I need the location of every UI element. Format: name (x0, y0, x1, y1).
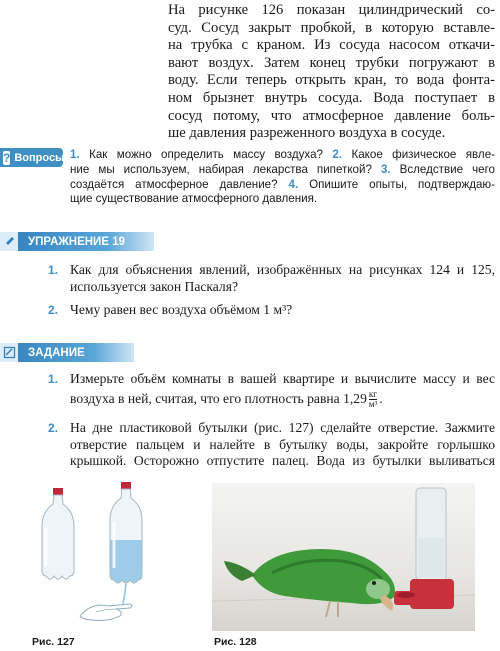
item-text: . (379, 390, 383, 406)
questions-badge (0, 148, 63, 167)
item-line (70, 388, 495, 410)
list-item (48, 262, 495, 296)
hand-illustration (80, 604, 132, 621)
item-number: 1. (48, 372, 59, 386)
task-header (0, 343, 134, 362)
item-line: Чему равен вес воздуха объёмом 1 м³? (70, 301, 293, 317)
task-icon (0, 343, 18, 362)
item-text: воздуха в ней, считая, что его плотность равна 1,29 (70, 390, 367, 406)
question-mark-icon: ? (3, 150, 11, 165)
list-item (48, 420, 495, 470)
question-text: Как можно определить массу воздуха? (79, 148, 333, 161)
fraction-denominator: м³ (368, 399, 378, 410)
text-line: сосуд потому, что атмосферное давление боль- (168, 107, 495, 124)
exercise-header (0, 232, 154, 251)
item-line: Как для объяснения явлений, изображённых на рисунках 124 и 125, (70, 262, 495, 277)
figure-128-parrot-photo (212, 483, 475, 631)
question-number: 2. (332, 148, 343, 161)
item-number: 2. (48, 302, 59, 317)
list-item (48, 371, 495, 410)
figure-128-caption: Рис. 128 (214, 636, 257, 648)
text-line: вают воздух. Затем конец трубки погружают в (168, 54, 495, 71)
question-text: щие существование атмосферного давления. (70, 192, 318, 206)
text-line: воду. Если теперь открыть кран, то вода фонта- (168, 72, 495, 89)
item-line: Измерьте объём комнаты в вашей квартире и вычислите массу и вес (70, 371, 495, 386)
text-line: на трубка с краном. Из сосуда насосом откачи- (168, 37, 495, 54)
question-number: 4. (288, 177, 299, 191)
item-number: 1. (48, 263, 59, 277)
list-item (48, 302, 495, 319)
question-number: 1. (70, 148, 80, 161)
fraction-numerator: кг (368, 389, 377, 400)
questions-label: Вопросы (14, 151, 65, 164)
density-unit-fraction (369, 390, 377, 409)
text-line: ном брызнет внутрь сосуда. Вода поступает в (168, 89, 495, 106)
question-number: 3. (380, 162, 391, 176)
item-line: используется закон Паскаля? (70, 278, 239, 294)
text-line: суд. Сосуд закрыт пробкой, в которую вставле- (168, 19, 495, 36)
exercise-title: УПРАЖНЕНИЕ 19 (28, 235, 125, 248)
item-line: крышкой. Осторожно отпустите палец. Вода из бутылки выливаться (70, 453, 495, 469)
questions-block (70, 148, 495, 207)
item-line: отверстие пальцем и налейте в бутылку воды, закройте горлышко (70, 436, 495, 452)
text-line: На рисунке 126 показан цилиндрический со- (168, 2, 495, 18)
task-title: ЗАДАНИЕ (28, 346, 85, 359)
pencil-icon (0, 232, 18, 251)
exercise-list (48, 262, 495, 324)
empty-bottle (42, 488, 74, 579)
question-text: ние мы используем, набирая лекарства пипеткой? (70, 162, 381, 176)
question-line (70, 192, 495, 207)
question-line (70, 163, 495, 178)
water-bottle (110, 482, 142, 604)
question-text: Какое физическое явле- (342, 148, 496, 161)
figure-127-caption: Рис. 127 (32, 636, 75, 648)
question-text: Опишите опыты, подтверждаю- (298, 177, 495, 191)
figure-127-bottles (30, 478, 150, 630)
question-text: создаётся атмосферное давление? (70, 177, 289, 191)
item-line: На дне пластиковой бутылки (рис. 127) сделайте отверстие. Зажмите (70, 419, 495, 435)
question-text: Вследствие чего (390, 162, 496, 176)
text-line: ше давления разреженного воздуха в сосуде. (168, 125, 446, 142)
question-line (70, 148, 495, 163)
item-number: 2. (48, 420, 59, 435)
question-line (70, 178, 495, 193)
task-list (48, 371, 495, 476)
intro-paragraph (168, 2, 495, 143)
